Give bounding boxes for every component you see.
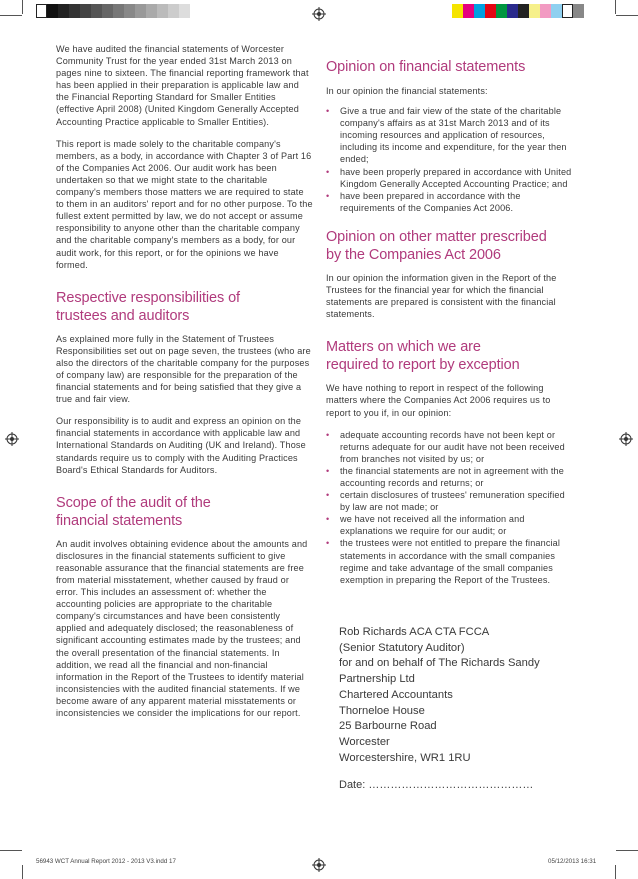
bullet-icon: • [326,538,330,549]
color-bar-swatch [102,4,113,18]
color-bar-swatch [91,4,102,18]
responsibilities-heading [56,289,313,325]
color-bar-swatch [562,4,573,18]
color-bar-swatch [146,4,157,18]
color-bar-swatch [113,4,124,18]
crop-mark-icon [616,850,638,851]
heading-line: required to report by exception [326,357,520,374]
heading-line: Respective responsibilities of [56,289,240,306]
list-item [326,465,576,489]
heading-line: financial statements [56,512,183,529]
registration-mark-icon [619,432,633,446]
intro-paragraph: This report is made solely to the charitable company's members, as a body, in accordance with Chapter 3 of Part 16 of the Companies Act 2006. Our audit work has been undertaken so that we might state to the charitable company's members those matters we are required to state to them in an auditors' report and for no other purpose. To the fullest extent permitted by law, we do not accept or assume responsibility to anyone other than the charitable company and the charitable company's members as a body, for our audit work, for this report, or for the opinions we have formed. [56,138,313,270]
date-line: Date: ……………………………………… [339,779,534,791]
signature-line: Partnership Ltd [339,673,415,686]
color-bar-swatch [529,4,540,18]
responsibilities-paragraph: Our responsibility is to audit and express an opinion on the financial statements in accordance with applicable law and International Standards on Auditing (UK and Ireland). Those standards require us to comply with the Auditing Practices Board's Ethical Standards for Auditors. [56,416,306,475]
bullet-icon: • [326,429,330,440]
list-item-text: Give a true and fair view of the state of the charitable company's affairs as at 31st March 2013 and of its incoming resources and application of resources, including its income and expenditure, for the year then ended; [340,106,567,165]
matters-heading [326,338,576,374]
color-bar-swatch [135,4,146,18]
bullet-icon: • [326,490,330,501]
intro-paragraph: We have audited the financial statements of Worcester Community Trust for the year ended 31st March 2013 on pages nine to sixteen. The financial reporting framework that has been applied in their preparation is applicable law and the Financial Reporting Standard for Smaller Entities (effective April 2008) (United Kingdom Generally Accepted Accounting Practice applicable to Smaller Entities). [56,44,309,127]
process-color-bar [452,4,584,18]
list-item [326,190,576,214]
signature-line: Worcester [339,735,390,748]
color-bar-swatch [179,4,190,18]
registration-mark-icon [312,7,326,21]
registration-mark-icon [312,858,326,872]
crop-mark-icon [0,850,22,851]
list-item-text: have been properly prepared in accordance with United Kingdom Generally Accepted Accounting Practice; and [340,166,572,189]
color-bar-swatch [485,4,496,18]
other-matter-paragraph: In our opinion the information given in the Report of the Trustees for the financial year for which the financial statements are prepared is consistent with the financial statements. [326,272,557,320]
color-bar-swatch [157,4,168,18]
crop-mark-icon [0,15,22,16]
crop-mark-icon [615,865,616,879]
opinion-intro: In our opinion the financial statements: [326,86,488,96]
opinion-heading: Opinion on financial statements [326,59,526,75]
crop-mark-icon [22,0,23,14]
list-item [326,429,576,465]
heading-line: trustees and auditors [56,307,190,324]
color-bar-swatch [58,4,69,18]
heading-line: Scope of the audit of the [56,494,211,511]
matters-list [326,429,576,586]
signature-line: Rob Richards ACA CTA FCCA [339,626,490,638]
responsibilities-paragraph: As explained more fully in the Statement of Trustees Responsibilities set out on page seven, the trustees (who are also the directors of the charitable company for the purposes of company law) are responsible for the preparation of the financial statements and for being satisfied that they give a true and fair view. [56,333,311,405]
color-bar-swatch [573,4,584,18]
bullet-icon: • [326,514,330,525]
registration-mark-icon [5,432,19,446]
left-column [56,43,313,729]
color-bar-swatch [124,4,135,18]
list-item [326,489,576,513]
list-item [326,513,576,537]
color-bar-swatch [452,4,463,18]
bullet-icon: • [326,106,330,117]
bullet-icon: • [326,465,330,476]
signature-line: for and on behalf of The Richards Sandy [339,657,540,670]
timestamp-slug: 05/12/2013 16:31 [548,858,597,865]
list-item-text: the trustees were not entitled to prepare the financial statements in accordance with the small companies regime and take advantage of the small companies exemption in preparing the Report of the Trustees. [340,538,561,585]
color-bar-swatch [36,4,47,18]
signature-line: Chartered Accountants [339,688,453,701]
list-item-text: we have not received all the information and explanations we require for our audit; or [340,514,525,537]
color-bar-swatch [518,4,529,18]
file-slug: 56943 WCT Annual Report 2012 - 2013 V3.indd 17 [36,858,176,865]
list-item-text: adequate accounting records have not been kept or returns adequate for our audit have not been received from branches not visited by us; or [340,429,565,464]
color-bar-swatch [507,4,518,18]
color-bar-swatch [168,4,179,18]
color-bar-swatch [80,4,91,18]
list-item [326,105,576,165]
scope-heading [56,494,313,530]
other-matter-heading [326,228,576,264]
right-column [326,58,576,598]
color-bar-swatch [540,4,551,18]
heading-line: by the Companies Act 2006 [326,246,501,263]
color-bar-swatch [47,4,58,18]
color-bar-swatch [474,4,485,18]
bullet-icon: • [326,166,330,177]
opinion-list [326,105,576,214]
heading-line: Opinion on other matter prescribed [326,228,547,245]
list-item-text: have been prepared in accordance with the requirements of the Companies Act 2006. [340,190,521,213]
signature-block [339,625,540,766]
matters-paragraph: We have nothing to report in respect of the following matters where the Companies Act 2006 requires us to report to you if, in our opinion: [326,383,551,418]
list-item-text: certain disclosures of trustees' remuneration specified by law are not made; or [340,490,565,513]
grayscale-color-bar [36,4,190,18]
color-bar-swatch [551,4,562,18]
color-bar-swatch [463,4,474,18]
list-item-text: the financial statements are not in agreement with the accounting records and returns; or [340,465,564,488]
signature-line: Thorneloe House [339,704,425,717]
color-bar-swatch [69,4,80,18]
color-bar-swatch [496,4,507,18]
crop-mark-icon [615,0,616,14]
list-item [326,537,576,585]
heading-line: Matters on which we are [326,339,481,356]
bullet-icon: • [326,190,330,201]
list-item [326,166,576,190]
signature-line: 25 Barbourne Road [339,720,437,733]
signature-line: Worcestershire, WR1 1RU [339,751,471,764]
crop-mark-icon [22,865,23,879]
scope-paragraph: An audit involves obtaining evidence about the amounts and disclosures in the financial statements sufficient to give reasonable assurance that the financial statements are free from material misstatement, whether caused by fraud or error. This includes an assessment of: whether the accounting policies are appropriate to the charitable company's circumstances and have been consistently applied and adequately disclosed; the reasonableness of significant accounting estimates made by the trustees; and the overall presentation of the financial statements. In addition, we read all the financial and non-financial information in the Report of the Trustees to identify material inconsistencies with the audited financial statements. If we become aware of any apparent material misstatements or inconsistencies we consider the implications for our report. [56,538,308,719]
signature-line: (Senior Statutory Auditor) [339,641,465,654]
crop-mark-icon [616,15,638,16]
